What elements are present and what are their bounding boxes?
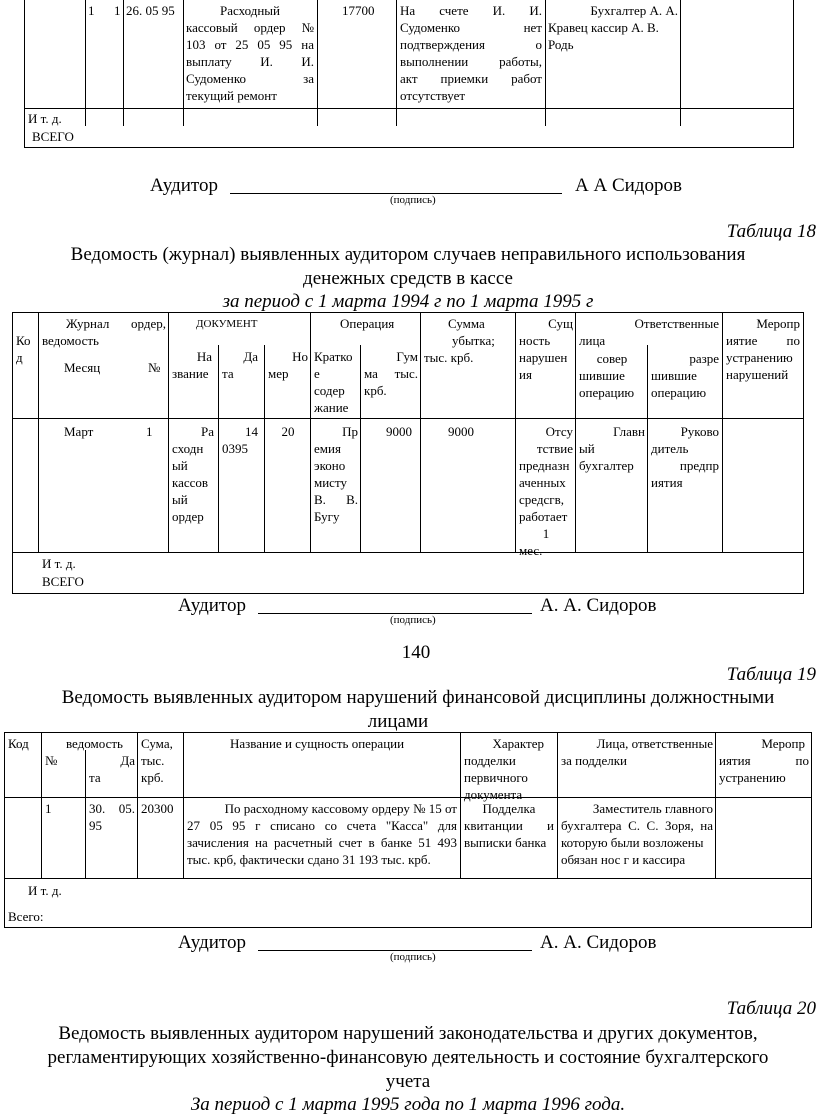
header-num: №	[45, 753, 58, 768]
header-statement: ведомость	[66, 736, 123, 751]
header-op-amount: Гум ма тыс. крб.	[364, 349, 418, 398]
row-permitted: Руково дитель предпр иятия	[651, 424, 719, 490]
header-permitted: разре шившие операцию	[651, 351, 719, 400]
header-doc-name: На звание	[172, 349, 212, 381]
table18-title-line2: денежных средств в кассе	[303, 268, 513, 289]
table20-title-line1: Ведомость выявленных аудитором нарушений законодательства и других документов,	[58, 1023, 758, 1044]
row-persons: Заместитель главного бухгалтера С. С. Зоря, на которую были возложены обязан нос г и кассира	[561, 801, 713, 867]
header-doc-date: Да та	[222, 349, 258, 381]
header-loss: Сумма убытка; тыс. крб.	[424, 316, 495, 365]
auditor-name: А А Сидоров	[575, 175, 682, 196]
etc-row: И т. д.	[28, 883, 62, 898]
header-doc-number: Но мер	[268, 349, 308, 381]
auditor-name: А. А. Сидоров	[540, 595, 657, 616]
header-month: Месяц	[64, 360, 101, 375]
row-code: 1	[114, 3, 121, 18]
header-op-short: Кратко е содер жание	[314, 349, 353, 415]
table20-period: За период с 1 марта 1995 года по 1 марта 1996 года.	[190, 1094, 626, 1115]
signature-caption: (подпись)	[390, 614, 436, 626]
row-essence: Отсу тствие предназн аченных средсгв, работает 1 мес.	[519, 424, 573, 558]
row-character: Подделка квитанции и выписки банка	[464, 801, 554, 850]
total-row: ВСЕГО	[42, 574, 84, 589]
row-op-short: Пр емия эконо мисту В. В. Бугу	[314, 424, 358, 524]
header-sum: Сума, тыс. крб.	[141, 736, 173, 785]
header-document: ДОКУМЕНТ	[196, 318, 258, 330]
auditor-name: А. А. Сидоров	[540, 932, 657, 953]
row-date: 26. 05 95	[126, 3, 175, 18]
table20-title-line2: регламентирующих хозяйственно-финансовую деятельность и состояние бухгалтерского	[47, 1047, 769, 1068]
auditor-label: Аудитор	[150, 175, 218, 196]
header-measures: Меропр иятия по устранению	[719, 736, 809, 785]
row-persons: Бухгалтер А. А. Кравец кассир А. В. Родь	[548, 3, 678, 52]
table19-title-line2: лицами	[367, 711, 429, 732]
row-doc-name: Ра сходн ый кассов ый ордер	[172, 424, 214, 524]
row-amount: 17700	[342, 3, 375, 18]
header-operation: Название и сущность операции	[230, 736, 405, 751]
row-note: На счете И. И. Судоменко нет подтверждения о выполнении работы, акт приемки работ отсутствует	[400, 3, 542, 103]
table19-title-line1: Ведомость выявленных аудитором нарушений финансовой дисциплины должностными	[61, 687, 775, 708]
table20-number: Таблица 20	[726, 998, 816, 1019]
header-code: Код	[8, 736, 29, 751]
header-journal: Журнал ордер, ведомость	[42, 316, 166, 348]
header-measures: Меропр иятие по устранению нарушений	[726, 316, 800, 382]
header-persons: Лица, ответственные за подделки	[561, 736, 713, 768]
table18-period: за период с 1 марта 1994 г по 1 марта 1995 г	[222, 291, 594, 312]
page-number: 140	[401, 642, 431, 663]
row-committed: Главн ый бухгалтер	[579, 424, 645, 473]
row-num: 1	[45, 801, 52, 816]
table20-title-line3: учета	[385, 1071, 431, 1092]
row-operation: По расходному кассовому ордеру № 15 от 27 05 95 г списано со счета "Касса" для зачисления на расчетный счет в банке 51 493 тыс. крб, фактически сдано 31 193 тыс. крб.	[187, 801, 457, 867]
total-row: ВСЕГО	[32, 129, 74, 144]
row-loss: 9000	[448, 424, 474, 439]
header-date: Да та	[89, 753, 135, 785]
row-month: Март	[64, 424, 94, 439]
header-committed: совер шившие операцию	[579, 351, 635, 400]
header-operation: Операция	[340, 316, 395, 331]
header-essence: Сущ ность нарушен ия	[519, 316, 573, 382]
header-num: №	[148, 360, 161, 375]
signature-caption: (подпись)	[390, 194, 436, 206]
row-date: 30. 05. 95	[89, 801, 135, 833]
row-doc-number: 20	[281, 424, 295, 439]
table18-number: Таблица 18	[726, 221, 816, 242]
table19-number: Таблица 19	[726, 664, 816, 685]
row-document: Расходный кассовый ордер № 103 от 25 05 95 на выплату И. И. Судоменко за текущий ремонт	[186, 3, 314, 103]
row-num: 1	[88, 3, 95, 18]
table18-title-line1: Ведомость (журнал) выявленных аудитором случаев неправильного использования	[70, 244, 746, 265]
auditor-label: Аудитор	[178, 932, 246, 953]
row-sum: 20300	[141, 801, 174, 816]
etc-row: И т. д.	[42, 556, 76, 571]
row-num: 1	[146, 424, 153, 439]
header-character: Характер подделки первичного документа	[464, 736, 544, 802]
total-row: Всего:	[8, 909, 44, 924]
etc-row: И т. д.	[28, 111, 62, 126]
header-code: Ко д	[16, 333, 31, 365]
signature-caption: (подпись)	[390, 951, 436, 963]
auditor-label: Аудитор	[178, 595, 246, 616]
row-doc-date: 14 0395	[222, 424, 258, 456]
row-op-amount: 9000	[386, 424, 412, 439]
header-responsible: Ответственные лица	[579, 316, 719, 348]
